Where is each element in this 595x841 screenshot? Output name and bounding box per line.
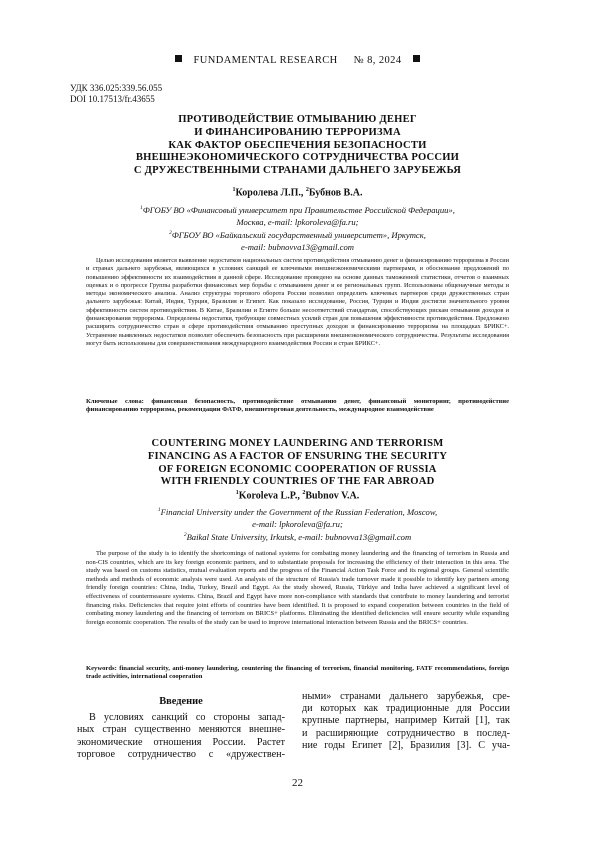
article-meta xyxy=(70,83,162,105)
ru-authors xyxy=(70,187,525,198)
text-line: В условиях санкций со стороны запад- xyxy=(89,712,285,724)
en-title-line: FINANCING AS A FACTOR OF ENSURING THE SECURITY xyxy=(147,450,448,462)
text-line: ных стран существенно меняются внешне- xyxy=(77,724,285,736)
text-line: торговое сотрудничество с «дружествен- xyxy=(77,748,285,760)
text-line: ными» странами дальнего зарубежья, сре- xyxy=(302,691,510,702)
en-title-line: COUNTERING MONEY LAUNDERING AND TERRORISM xyxy=(151,438,444,449)
affiliation-line: ФГОБУ ВО «Финансовый университет при Правительстве Российской Федерации», xyxy=(142,204,455,215)
en-affiliations xyxy=(70,505,525,544)
affiliation-line: Москва, e-mail: lpkoroleva@fa.ru; xyxy=(236,216,359,227)
text-line: экономические отношения России. Растет xyxy=(77,736,285,748)
author-superscript: 2 xyxy=(305,187,309,193)
author-name: Королева Л.П., xyxy=(235,187,304,199)
en-authors xyxy=(70,490,525,501)
en-title xyxy=(70,438,525,489)
affiliation-line: ФГБОУ ВО «Байкальский государственный университет», Иркутск, xyxy=(171,230,426,241)
ru-abstract: Целью исследования является выявление недостатков национальных систем противодействия отмыванию денег и финансированию терроризма в России и странах дальнего зарубежья, являющихся в условиях санкций ее ключевыми внешнеэкономическими партнерами, и обоснование предложений по повышению эффективности их взаимодействия в данной сфере. Исследование проведено на основе данных таможенной статистики, отчетов о взаимных оценках и о прогрессе Группы разработки финансовых мер борьбы с отмыванием денег и ее региональных групп. Использованы общенаучные методы и методы экономического анализа. Анализ структуры торгового оборота России позволил определить ключевых партнеров среди дружественных стран дальнего зарубежья: Китай, Индия, Турция, Бразилия и Египет. Как показало исследование, Россия, Турция и Индия достигли значительного уровня эффективности систем противодействия. В Китае, Бразилии и Египте больше несоответствий стандартам, способствующих рискам отмывания доходов и финансирования терроризма. Определены недостатки, требующие совместных усилий стран для повышения эффективности противодействия. Предложено расширить сотрудничество стран в сфере противодействия отмыванию преступных доходов и финансированию терроризма на площадках БРИКС+. Устранение выявленных недостатков позволит обеспечить безопасность при расширении внешнеэкономического сотрудничества. Результаты исследования могут быть использованы для совершенствования международного взаимодействия России и стран БРИКС+. xyxy=(86,257,509,347)
page-number: 22 xyxy=(292,777,303,789)
journal-header xyxy=(0,55,595,66)
author-name: Бубнов В.А. xyxy=(308,187,363,199)
affiliation-line: e-mail: bubnovva13@gmail.com xyxy=(241,242,354,253)
ru-title-line: ПРОТИВОДЕЙСТВИЕ ОТМЫВАНИЮ ДЕНЕГ xyxy=(178,114,417,125)
en-title-line: WITH FRIENDLY COUNTRIES OF THE FAR ABROAD xyxy=(160,476,435,488)
keywords-text: financial security, anti-money laundering, countering the financing of terrorism, financial monitoring, FATF recommendations, foreign trade activities, international cooperation xyxy=(86,665,509,680)
body-paragraph xyxy=(302,691,510,752)
text-line: крупные партнеры, например Китай [1], так xyxy=(302,715,510,727)
author-superscript: 1 xyxy=(235,490,239,496)
keywords-label: Ключевые слова: xyxy=(86,398,144,405)
en-title-line: OF FOREIGN ECONOMIC COOPERATION OF RUSSIA xyxy=(158,463,437,475)
keywords-text: финансовая безопасность, противодействие отмыванию денег, финансовый мониторинг, противодействие финансированию терроризма, рекомендации ФАТФ, внешнеторговая деятельность, международное взаимодействие xyxy=(86,398,510,413)
author-name: Koroleva L.P., xyxy=(238,490,300,502)
keywords-label: Keywords: xyxy=(86,665,117,672)
journal-name: FUNDAMENTAL RESEARCH xyxy=(193,55,338,66)
en-keywords xyxy=(86,665,509,681)
author-name: Bubnov V.A. xyxy=(305,490,360,502)
square-bullet-icon xyxy=(175,55,182,62)
affiliation-line: Baikal State University, Irkutsk, e-mail: bubnovva13@gmail.com xyxy=(186,532,412,543)
affiliation-line: Financial University under the Government of the Russian Federation, Moscow, xyxy=(160,506,438,517)
ru-keywords xyxy=(86,398,509,414)
author-superscript: 1 xyxy=(232,187,236,193)
ru-affiliations xyxy=(70,203,525,254)
body-paragraph xyxy=(77,712,285,761)
affiliation-superscript: 2 xyxy=(183,532,187,539)
text-line: ди которых как традиционные для России xyxy=(302,703,510,715)
ru-title-line: КАК ФАКТОР ОБЕСПЕЧЕНИЯ БЕЗОПАСНОСТИ xyxy=(168,139,427,151)
body-column-left xyxy=(77,696,285,761)
text-line: и расширяющие сотрудничество в послед- xyxy=(302,727,510,739)
doi: DOI 10.17513/fr.43655 xyxy=(70,94,155,104)
ru-title xyxy=(70,114,525,178)
section-heading: Введение xyxy=(159,696,203,707)
issue-year: 2024 xyxy=(378,55,402,66)
text-line: ние годы Египет [2], Бразилия [3]. С уча- xyxy=(302,739,510,751)
ru-title-line: С ДРУЖЕСТВЕННЫМИ СТРАНАМИ ДАЛЬНЕГО ЗАРУБЕЖЬЯ xyxy=(133,165,462,177)
affiliation-superscript: 1 xyxy=(140,205,143,211)
square-bullet-icon xyxy=(413,55,420,62)
ru-title-line: ВНЕШНЕЭКОНОМИЧЕСКОГО СОТРУДНИЧЕСТВА РОССИИ xyxy=(135,152,460,164)
affiliation-line: e-mail: lpkoroleva@fa.ru; xyxy=(252,518,343,529)
body-column-right xyxy=(302,691,510,752)
issue-number: № 8, xyxy=(353,55,376,66)
affiliation-superscript: 2 xyxy=(169,230,172,237)
udc-code: УДК 336.025:339.56.055 xyxy=(70,83,163,93)
affiliation-superscript: 1 xyxy=(157,507,161,513)
ru-title-line: И ФИНАНСИРОВАНИЮ ТЕРРОРИЗМА xyxy=(194,126,401,138)
en-abstract: The purpose of the study is to identify the shortcomings of national systems for combating money laundering and the financing of terrorism in Russia and non-CIS countries, which are its key foreign economic partners, and to substantiate proposals for increasing the efficiency of their interaction in this area. The study was based on customs statistics, mutual evaluation reports and the progress of the Financial Action Task Force and its regional groups. General scientific methods and methods of economic analysis were used. An analysis of the structure of Russia's trade turnover made it possible to identify key partners among friendly foreign countries: China, India, Turkey, Brazil and Egypt. As the study showed, Russia, Türkiye and India have achieved a significant level of effectiveness of countermeasure systems. China, Brazil and Egypt have more non-compliance with standards that contribute to money laundering and terrorist financing risks. Deficiencies that require joint efforts of countries have been identified. It is proposed to expand cooperation between countries in the field of combating money laundering and the financing of terrorism on BRICS+ platforms. Eliminating the identified deficiencies will ensure security while expanding foreign economic cooperation. The results of the study can be used to improve international interaction between Russia and the BRICS+ countries. xyxy=(86,550,509,626)
author-superscript: 2 xyxy=(302,490,306,496)
